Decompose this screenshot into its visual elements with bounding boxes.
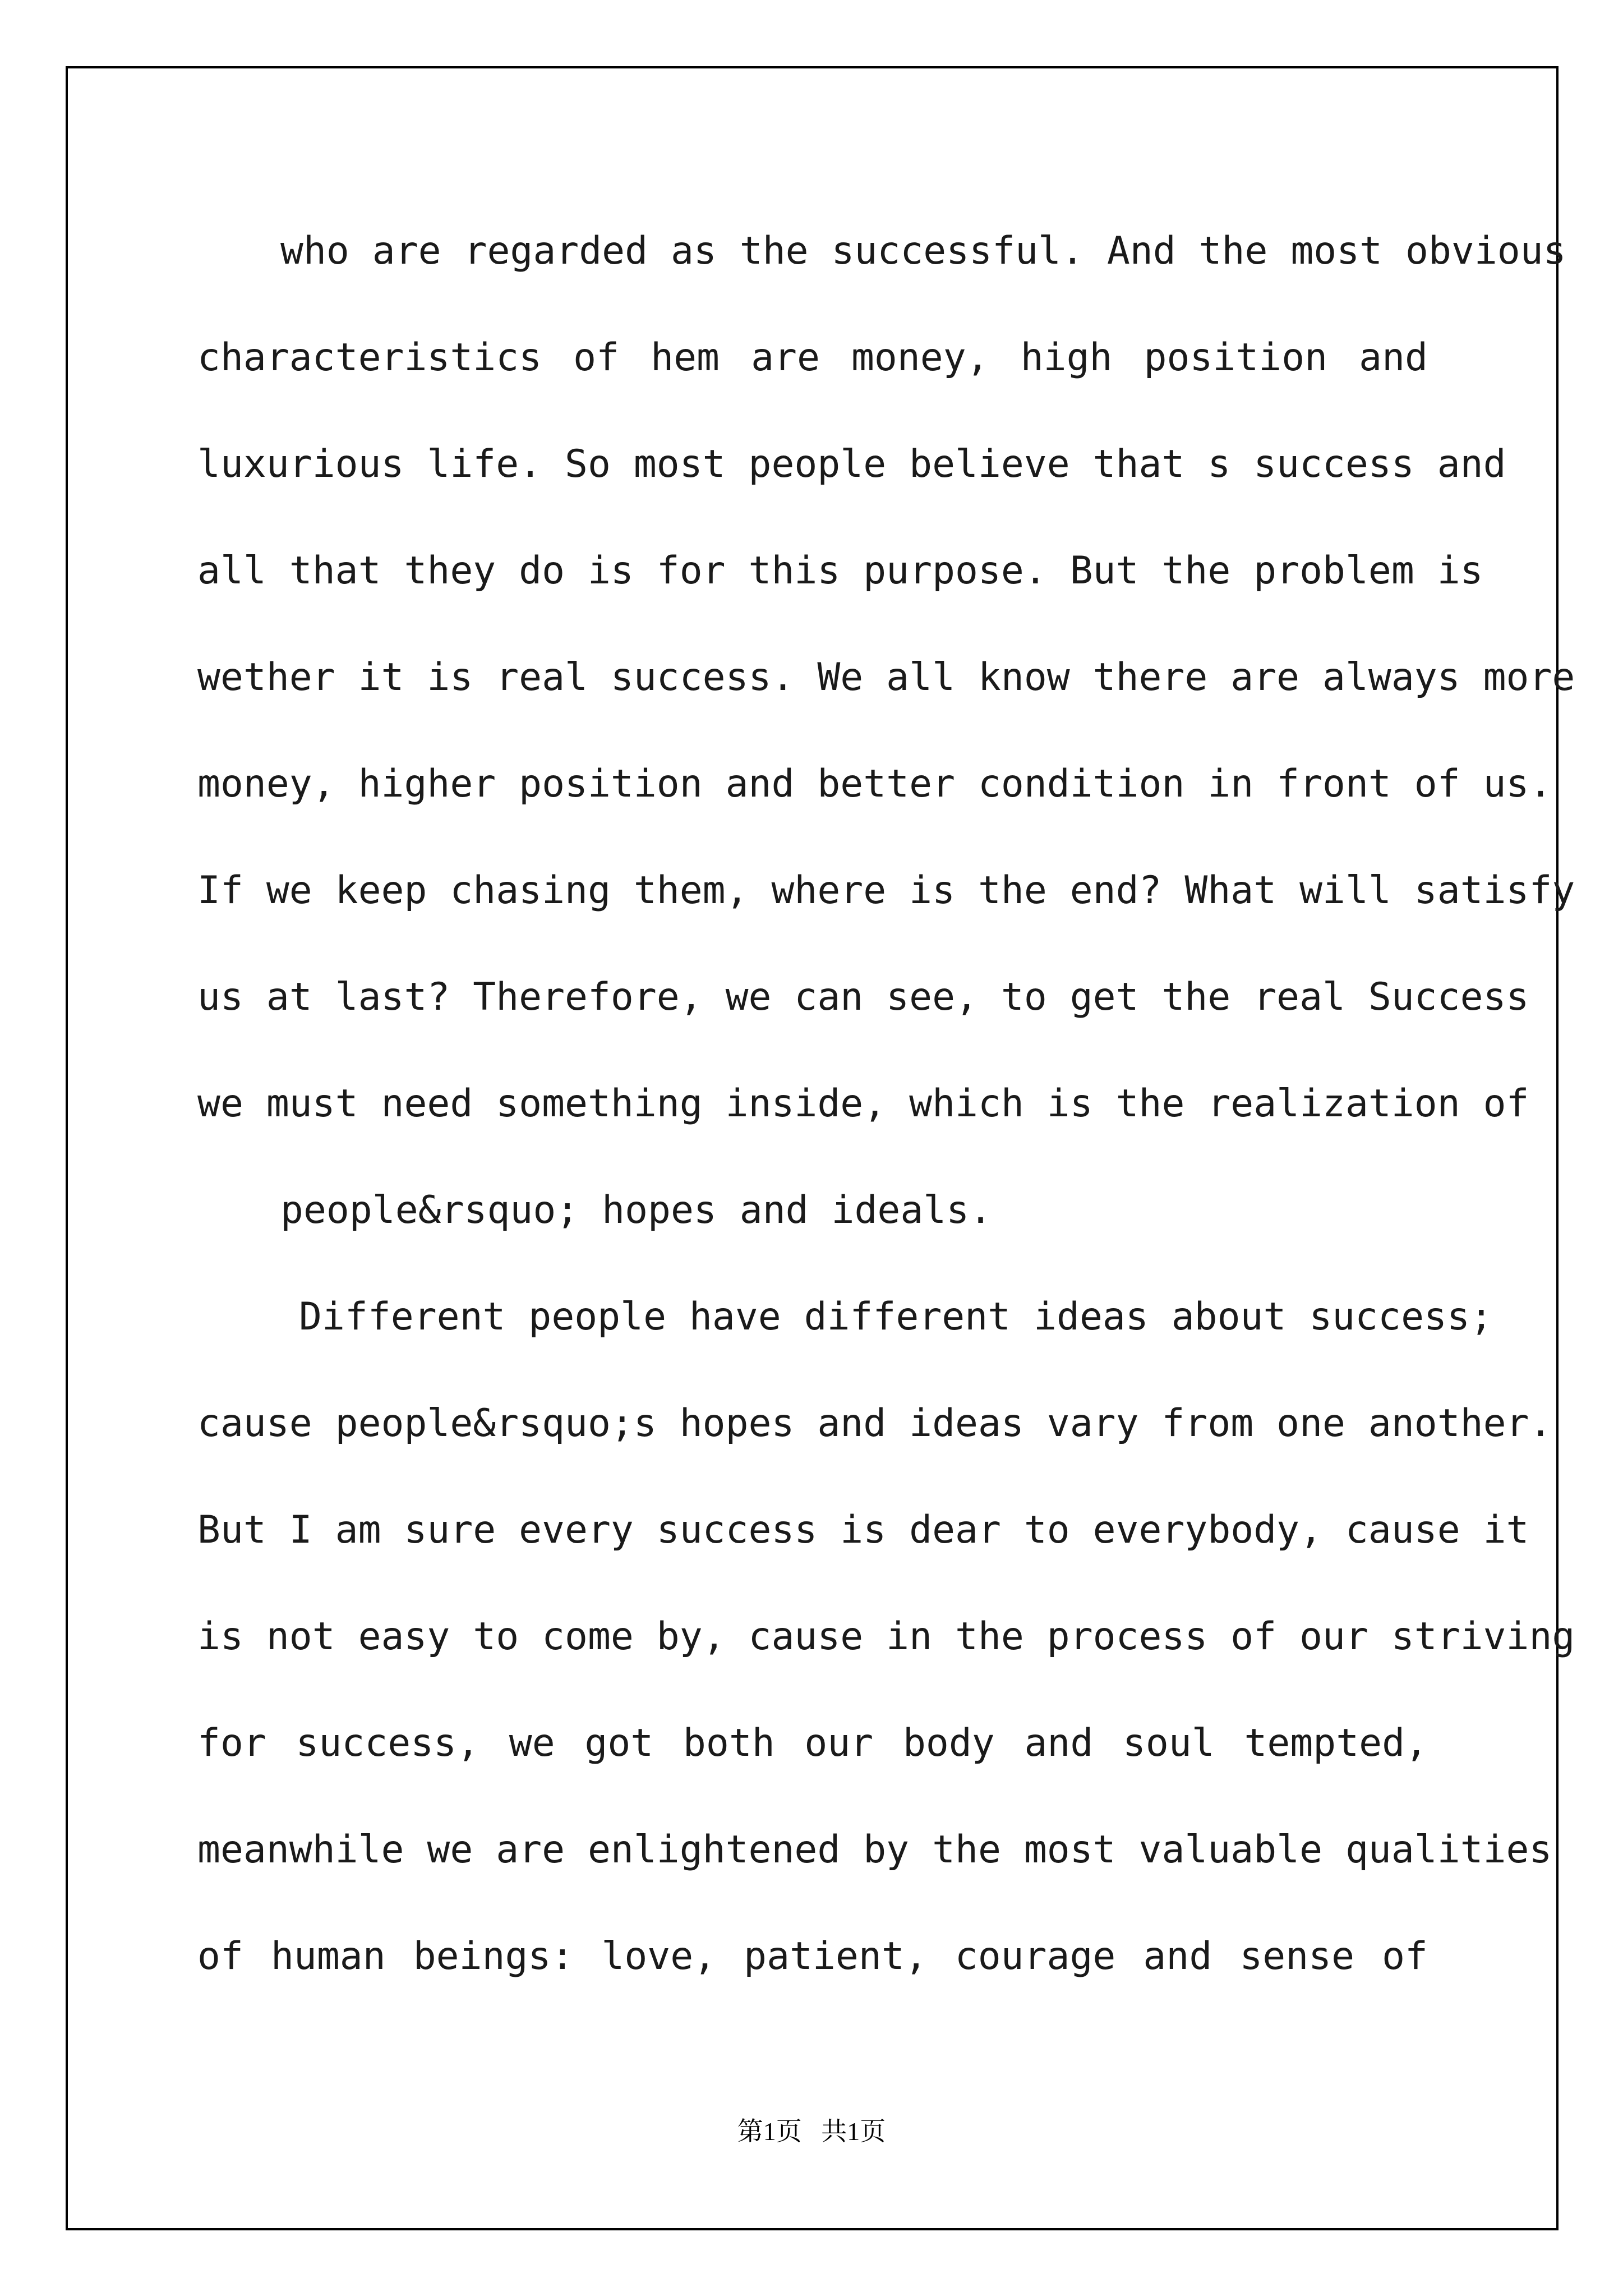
text-line: money, higher position and better condition in front of us. <box>197 762 1552 806</box>
text-line: meanwhile we are enlightened by the most valuable qualities <box>197 1828 1552 1872</box>
text-line: people&rsquo; hopes and ideals. <box>280 1188 993 1232</box>
text-line: luxurious life. So most people believe that s success and <box>197 442 1506 486</box>
text-line: wether it is real success. We all know there are always more <box>197 655 1575 700</box>
text-line: all that they do is for this purpose. But the problem is <box>197 549 1483 593</box>
text-line: us at last? Therefore, we can see, to get the real Success <box>197 975 1529 1019</box>
text-line: for success, we got both our body and soul tempted, <box>197 1721 1428 1765</box>
page-footer: 第1页 共1页 <box>737 2117 886 2146</box>
text-line: cause people&rsquo;s hopes and ideas vary from one another. <box>197 1401 1552 1446</box>
text-line: we must need something inside, which is the realization of <box>197 1082 1529 1126</box>
text-line: Different people have different ideas about success; <box>299 1295 1493 1339</box>
text-line: is not easy to come by, cause in the process of our striving <box>197 1614 1575 1659</box>
text-line: who are regarded as the successful. And the most obvious <box>280 229 1566 273</box>
text-line: of human beings: love, patient, courage and sense of <box>197 1934 1428 1978</box>
text-line: If we keep chasing them, where is the end? What will satisfy <box>197 868 1575 913</box>
text-line: But I am sure every success is dear to everybody, cause it <box>197 1508 1529 1552</box>
page-border <box>66 66 1575 2230</box>
text-line: characteristics of hem are money, high position and <box>197 335 1428 380</box>
